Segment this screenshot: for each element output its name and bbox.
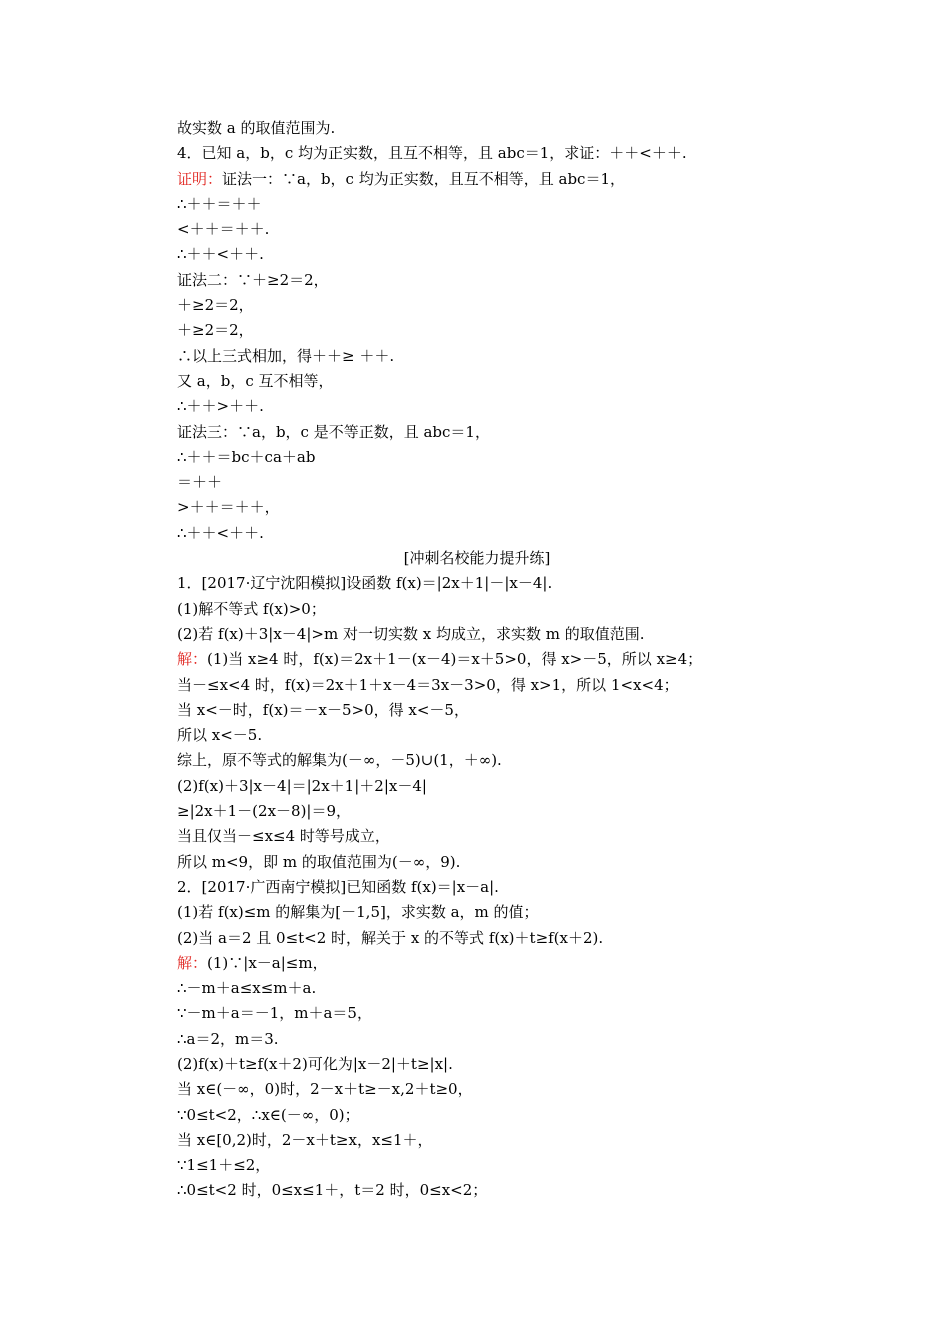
line-text: ＋≥2＝2，: [177, 296, 254, 315]
text-line: [177, 167, 777, 192]
line-text: 证法二：∵＋≥2＝2，: [177, 270, 329, 289]
line-text: 当 x<－时，f(x)＝－x－5>0，得 x<－5，: [177, 700, 469, 719]
line-text: ≥|2x＋1－(2x－8)|＝9，: [177, 802, 352, 821]
line-text: 当且仅当－≤x≤4 时等号成立，: [177, 827, 390, 846]
line-text: ∴－m＋a≤x≤m＋a.: [177, 979, 317, 998]
line-text: (2)若 f(x)＋3|x－4|>m 对一切实数 x 均成立，求实数 m 的取值范围.: [177, 624, 645, 643]
line-text: ∴0≤t<2 时，0≤x≤1＋，t＝2 时，0≤x<2；: [177, 1181, 488, 1200]
text-line: [177, 875, 777, 900]
text-line: [177, 217, 777, 242]
text-line: [177, 268, 777, 293]
line-text: 故实数 a 的取值范围为.: [177, 119, 336, 137]
text-line: [177, 1027, 777, 1052]
line-text: ∵0≤t<2，∴x∈(－∞，0)；: [177, 1105, 360, 1124]
line-text: (2)当 a＝2 且 0≤t<2 时，解关于 x 的不等式 f(x)＋t≥f(x＋2).: [177, 928, 604, 947]
line-text: 2．[2017·广西南宁模拟]已知函数 f(x)＝|x－a|.: [177, 877, 499, 896]
text-line: [177, 647, 777, 672]
text-line: [177, 673, 777, 698]
text-line: [177, 369, 777, 394]
line-text: 证法三：∵a，b，c 是不等正数，且 abc＝1，: [177, 422, 490, 441]
line-text: (1)∵|x－a|≤m，: [207, 953, 328, 972]
text-line: [177, 1103, 777, 1128]
line-text: 当－≤x<4 时，f(x)＝2x＋1＋x－4＝3x－3>0，得 x>1，所以 1<x<4；: [177, 675, 679, 694]
text-line: [177, 1178, 777, 1203]
line-text: (1)解不等式 f(x)>0；: [177, 599, 326, 618]
line-text: [冲刺名校能力提升练]: [403, 549, 551, 568]
line-text: 1．[2017·辽宁沈阳模拟]设函数 f(x)＝|2x＋1|－|x－4|.: [177, 574, 553, 593]
line-text: 证法一：∵a，b，c 均为正实数，且互不相等，且 abc＝1，: [222, 169, 625, 188]
answer-label: 证明：: [177, 169, 223, 188]
text-line: [177, 597, 777, 622]
text-line: [177, 900, 777, 925]
text-line: [177, 698, 777, 723]
answer-label: 解：: [177, 650, 208, 669]
text-line: [177, 318, 777, 343]
text-line: [177, 1128, 777, 1153]
text-line: [177, 192, 777, 217]
text-line: [177, 394, 777, 419]
text-line: [177, 1052, 777, 1077]
line-text: (2)f(x)＋3|x－4|＝|2x＋1|＋2|x－4|: [177, 776, 427, 795]
text-line: [177, 1001, 777, 1026]
line-text: ∴a＝2，m＝3.: [177, 1029, 279, 1048]
line-text: 4．已知 a，b，c 均为正实数，且互不相等，且 abc＝1，求证：＋＋<＋＋.: [177, 144, 687, 163]
answer-label: 解：: [177, 953, 208, 972]
text-line: [177, 799, 777, 824]
text-line: [177, 622, 777, 647]
line-text: 所以 x<－5.: [177, 726, 263, 745]
text-line: [177, 445, 777, 470]
text-line: [177, 420, 777, 445]
text-line: [177, 470, 777, 495]
line-text: (2)f(x)＋t≥f(x＋2)可化为|x－2|＋t≥|x|.: [177, 1054, 453, 1073]
text-line: [177, 976, 777, 1001]
text-line: [177, 850, 777, 875]
text-line: [177, 926, 777, 951]
text-line: [177, 774, 777, 799]
line-text: ∵1≤1＋≤2，: [177, 1156, 271, 1175]
text-line: [177, 344, 777, 369]
line-text: ∴＋＋＝bc＋ca＋ab: [177, 447, 316, 466]
text-line: [177, 495, 777, 520]
line-text: ∴＋＋＝＋＋: [177, 194, 262, 213]
section-heading: [177, 546, 777, 571]
line-text: ∵－m＋a＝－1，m＋a＝5，: [177, 1004, 372, 1023]
line-text: 当 x∈(－∞，0)时，2－x＋t≥－x,2＋t≥0，: [177, 1080, 473, 1099]
line-text: 综上，原不等式的解集为(－∞，－5)∪(1，＋∞).: [177, 751, 502, 770]
text-line: [177, 748, 777, 773]
text-line: [177, 116, 777, 141]
text-line: [177, 824, 777, 849]
line-text: ∴＋＋<＋＋.: [177, 245, 264, 264]
document-body: [177, 116, 777, 1204]
text-line: [177, 951, 777, 976]
line-text: <＋＋＝＋＋.: [177, 220, 270, 239]
text-line: [177, 141, 777, 166]
line-text: ＋≥2＝2，: [177, 321, 254, 340]
text-line: [177, 723, 777, 748]
text-line: [177, 521, 777, 546]
line-text: (1)若 f(x)≤m 的解集为[－1,5]，求实数 a，m 的值；: [177, 903, 539, 922]
text-line: [177, 293, 777, 318]
line-text: ∴＋＋>＋＋.: [177, 397, 264, 416]
line-text: ∴＋＋<＋＋.: [177, 523, 264, 542]
text-line: [177, 1153, 777, 1178]
line-text: 当 x∈[0,2)时，2－x＋t≥x，x≤1＋，: [177, 1130, 433, 1149]
line-text: ∴以上三式相加，得＋＋≥ ＋＋.: [177, 346, 395, 365]
text-line: [177, 1077, 777, 1102]
text-line: [177, 242, 777, 267]
line-text: >＋＋＝＋＋，: [177, 498, 280, 517]
line-text: 又 a，b，c 互不相等，: [177, 371, 334, 390]
line-text: (1)当 x≥4 时，f(x)＝2x＋1－(x－4)＝x＋5>0，得 x>－5，所以 x≥4；: [207, 650, 703, 669]
text-line: [177, 571, 777, 596]
line-text: 所以 m<9，即 m 的取值范围为(－∞，9).: [177, 852, 461, 871]
line-text: ＝＋＋: [177, 473, 223, 492]
